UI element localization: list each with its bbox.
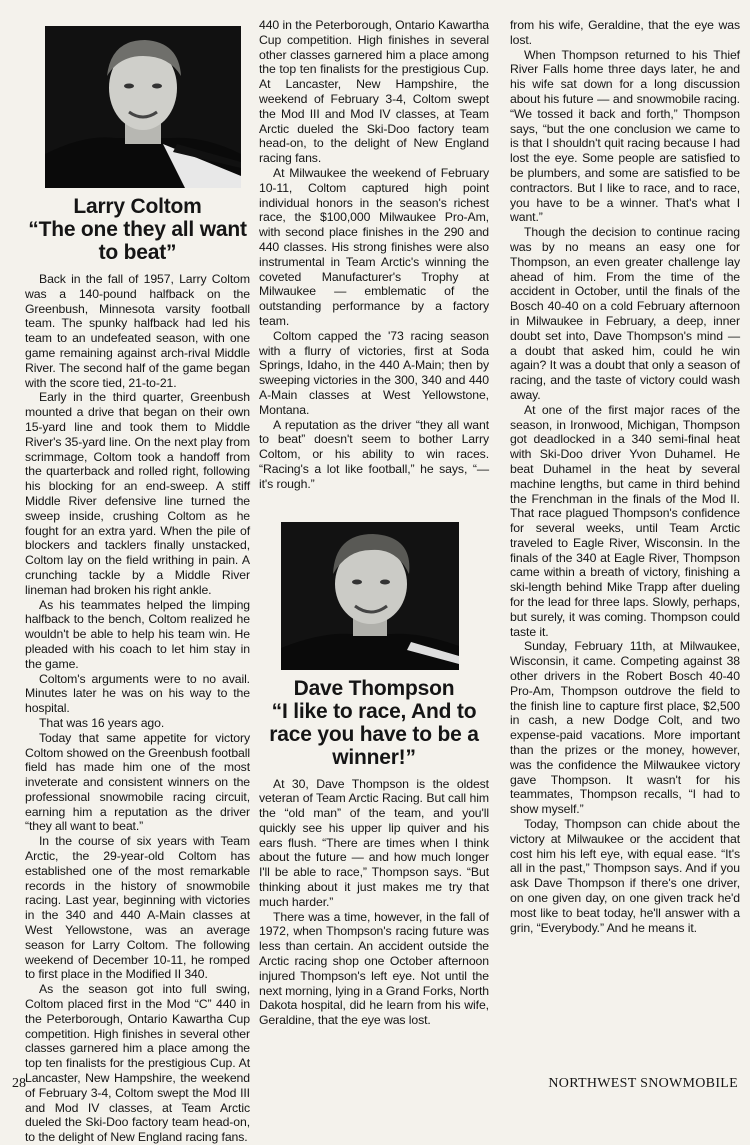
article-paragraph: Sunday, February 11th, at Milwaukee, Wisconsin, it came. Competing against 38 other drivers in the Robert Bosch 40-40 Pro-Am, Thompson outdrove the field to the finish line to capture first place, $2,500 in cash, a new Dodge Colt, and two expense-paid vacations. More important than the prizes or the money, however, was the confidence the Milwaukee victory gave Thompson. It wasn't for his teammates, Thompson recalls, “I had to show myself.” [510,639,740,817]
article-paragraph: When Thompson returned to his Thief River Falls home three days later, he and his wife sat down for a long discussion about his future — and snowmobile racing. “We tossed it back and forth,” Thompson says, “but the one conclusion we came to is that I shouldn't quit racing because I had lost the eye. Some people are satisfied to be plumbers, and some are satisfied to be contractors. But I like to race, and to race, you have to be a winner. That's what I want.” [510,47,740,225]
profile-2-name: Dave Thompson [293,676,455,700]
article-paragraph: Though the decision to continue racing was by no means an easy one for Thompson, an even greater challenge lay ahead of him. From the time of the accident in October, until the finals of the Bosch 40-40 on a cold February afternoon in Milwaukee in February, a deep, inner doubt set into, Dave Thompson's mind — a doubt that asked him, could he win again? It was a doubt that only a season of racing, and the taste of victory could wash away. [510,225,740,402]
article-paragraph: At Milwaukee the weekend of February 10-11, Coltom captured high point individual honors in the season's richest race, the $100,000 Milwaukee Pro-Am, with second place finishes in the 290 and 440 classes. His strong finishes were also instrumental in Team Arctic's winning the coveted Manufacturer's Trophy at Milwaukee — emblematic of the outstanding performance by a factory team. [259,165,489,328]
profile-2-headline [259,677,489,769]
profile-2-quote: “I like to race, And to race you have to be a winner!” [269,699,479,769]
profile-1-quote: “The one they all want to beat” [28,218,247,264]
dave-thompson-photo [281,522,459,670]
larry-coltom-photo [45,26,241,188]
article-paragraph-continued: from his wife, Geraldine, that the eye was lost. [510,18,740,47]
column-1 [25,18,250,1145]
profile-1-name: Larry Coltom [73,195,202,218]
article-paragraph: In the course of six years with Team Arctic, the 29-year-old Coltom has established one of the most remarkable records in the history of snowmobile racing. Last year, beginning with victories in the 340 and 440 A-Main classes at West Yellowstone, was an average season for Larry Coltom. The following weekend of December 10-11, he romped to first place in the Modified II 340. [25,834,250,982]
article-paragraph: Today, Thompson can chide about the victory at Milwaukee or the accident that cost him his left eye, with equal ease. “It's all in the past,” Thompson says. And if you ask Dave Thompson if there's one driver, on one given day, on one given track he'd most like to beat today, he'll answer with a grin, “Everybody.” And he means it. [510,817,740,935]
article-paragraph: A reputation as the driver “they all want to beat” doesn't seem to bother Larry Coltom, or his ability to win races. “Racing's a lot like football,” he says, “— it's rough.” [259,417,489,491]
article-paragraph: At 30, Dave Thompson is the oldest veteran of Team Arctic Racing. But call him the “old man” of the team, and you'll quickly see his upper lip quiver and his ears flush. “There are times when I think about the future — and how much longer I'll be able to race,” Thompson says. “But thinking about it just makes me try that much harder.” [259,776,489,909]
article-paragraph: Coltom capped the '73 racing season with a flurry of victories, first at Soda Springs, Idaho, in the 440 A-Main; then by sweeping victories in the 300, 340 and 440 A-Main classes at West Yellowstone, Montana. [259,328,489,417]
profile-1-headline [25,195,250,264]
article-paragraph: That was 16 years ago. [39,715,165,730]
article-paragraph: As his teammates helped the limping halfback to the bench, Coltom realized he wouldn't be able to help his team win. He pleaded with his coach to let him stay in the game. [25,597,250,671]
column-3 [510,18,740,935]
article-paragraph-continued: 440 in the Peterborough, Ontario Kawartha Cup competition. High finishes in several other classes garnered him a place among the top ten finalists for the prestigious Cup. At Lancaster, New Hampshire, the weekend of February 3-4, Coltom swept the Mod III and Mod IV classes, at Team Arctic dueled the Ski-Doo factory team head-on, to the delight of New England racing fans. [259,18,489,166]
article-paragraph: As the season got into full swing, Coltom placed first in the Mod “C” 440 in the Peterborough, Ontario Kawartha Cup competition. High finishes in several other classes garnered him a place among the top ten finalists for the prestigious Cup. At Lancaster, New Hampshire, the weekend of February 3-4, Coltom swept the Mod III and Mod IV classes, at Team Arctic dueled the Ski-Doo factory team head-on, to the delight of New England racing fans. [25,982,250,1145]
article-paragraph: At one of the first major races of the season, in Ironwood, Michigan, Thompson got deadlocked in a 340 semi-final heat with Ski-Doo driver Yvon Duhamel. He beat Duhamel in the heat by several machine lengths, but came in third behind the Frenchman in the finals of the Mod II. That race plagued Thompson's confidence for several weeks, until Team Arctic traveled to Eagle River, Wisconsin. In the finals of the 340 at Eagle River, Thompson came within a breath of victory, finishing a ski-length behind Mike Trapp after dueling for the lead for three laps. Slowly, perhaps, but surely, it was coming. Thompson could taste it. [510,402,740,639]
article-paragraph: Early in the third quarter, Greenbush mounted a drive that began on their own 15-yard line and took them to Middle River's 35-yard line. On the next play from scrimmage, Coltom took a handoff from the quarterback and rolled right, following his blocking for an end-sweep. A stiff Middle River defensive line turned the sweep inside, crushing Coltom as he fought for an extra yard. When the pile of blockers and tacklers finally unstacked, Coltom lay on the field writhing in pain. A crunching tackle by a Middle River lineman had broken his right ankle. [25,390,250,597]
magazine-name: NORTHWEST SNOWMOBILE [548,1076,738,1091]
article-paragraph: Today that same appetite for victory Coltom showed on the Greenbush football field has made him one of the most inveterate and consistent winners on the professional snowmobile racing circuit, earning him a reputation as the driver “they all want to beat.” [25,730,250,834]
column-2 [259,18,489,1028]
article-paragraph: There was a time, however, in the fall of 1972, when Thompson's racing future was less than certain. An accident outside the Arctic racing shop one October afternoon injured Thompson's left eye. Not until the next morning, lying in a Grand Forks, North Dakota hospital, did he learn from his wife, Geraldine, that the eye was lost. [259,909,489,1028]
page-number: 28 [12,1076,26,1091]
article-paragraph: Back in the fall of 1957, Larry Coltom was a 140-pound halfback on the Greenbush, Minnesota varsity football team. The spunky halfback had led his team to an undefeated season, with one game remaining against arch-rival Middle River. The second half of the game began with the score tied, 21-to-21. [25,272,250,390]
article-paragraph: Coltom's arguments were to no avail. Minutes later he was on his way to the hospital. [25,671,250,716]
